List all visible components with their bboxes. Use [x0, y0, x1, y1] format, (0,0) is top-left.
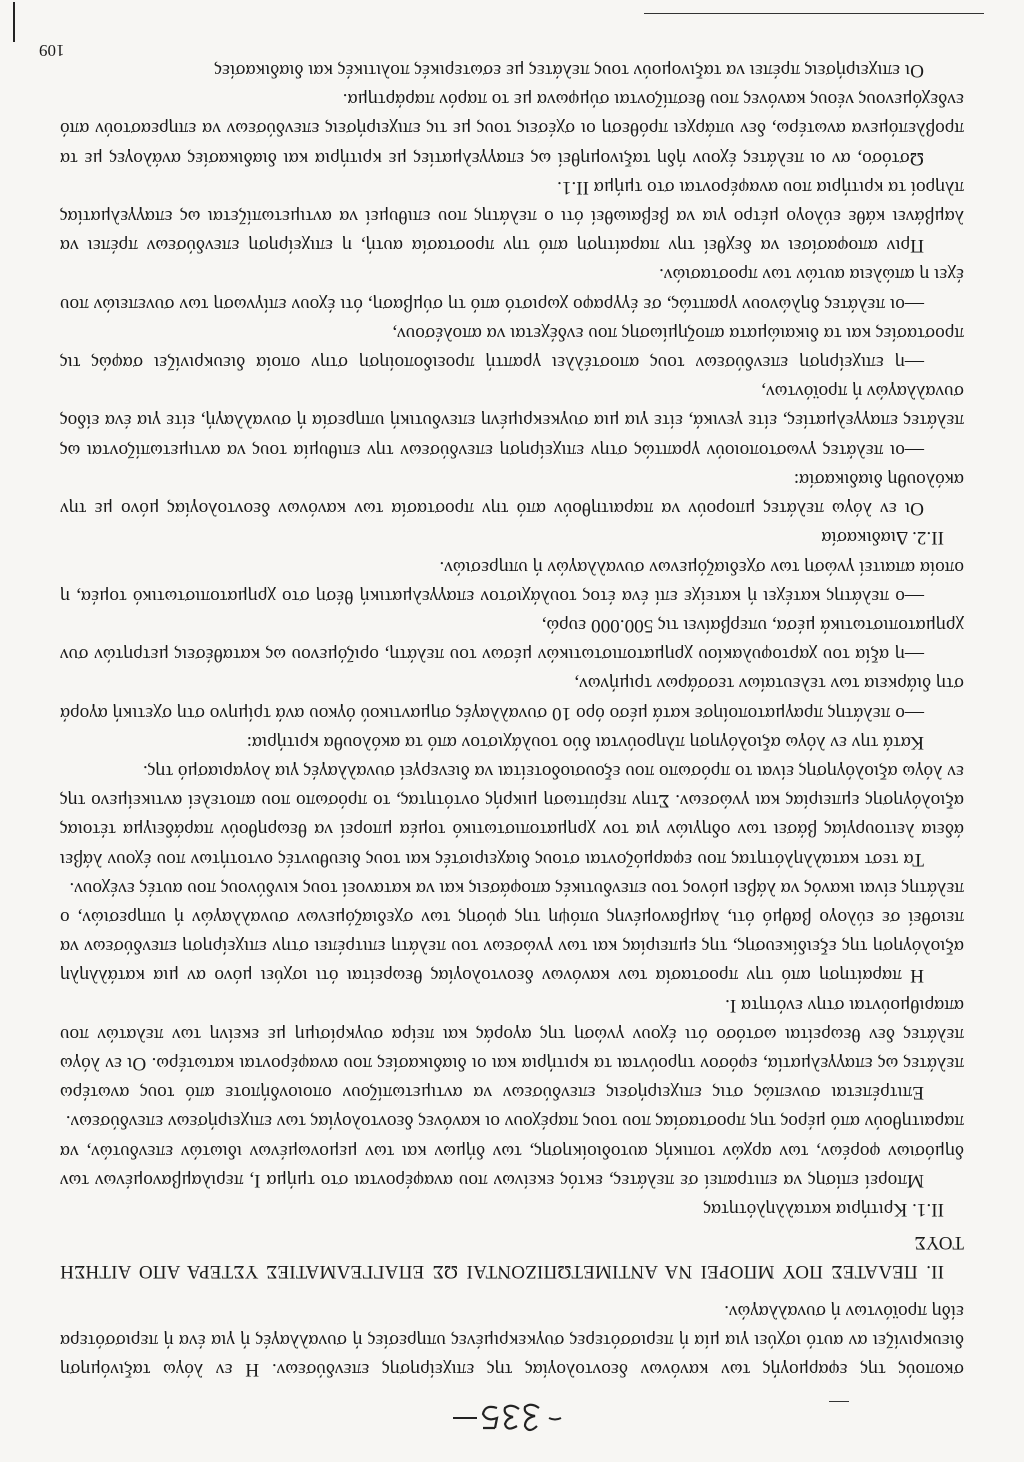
paragraph: Πριν αποφασίσει να δεχθεί την παραίτηση από την προστασία αυτή, η επιχείρηση επενδύσεων πρέπει να λαμβάνει κάθε εύλογο μέτρο για να βεβαιωθεί ότι ο πελάτης που επιθυμεί να αντιμετωπίζεται ως επαγγελματίας πληροί τα κριτήρια που αναφέρονται στο τμήμα ΙΙ.1. — [60, 176, 964, 257]
paragraph: Κατά την εν λόγω αξιολόγηση πληρούνται δύο τουλάχιστον από τα ακόλουθα κριτήρια: — [246, 731, 924, 753]
paragraph: Οι εν λόγω πελάτες μπορούν να παραιτηθούν από την προστασία των κανόνων δεοντολογίας μόνο με την ακόλουθη διαδικασία: — [60, 468, 964, 520]
scan-dash-line — [644, 13, 984, 14]
paragraph: Μπορεί επίσης να επιτραπεί σε πελάτες, εκτός εκείνων που αναφέρονται στο τμήμα Ι, περιλαμβανομένων των δημόσιων φορέων, των αρχών τοπικής αυτοδιοίκησης, των δήμων και των μεμονωμένων ιδιωτών επενδυτών, να παραιτηθούν από μέρος της προστασίας που τους παρέχουν οι κανόνες δεοντολογίας των επιχειρήσεων επενδύσεων. — [60, 1111, 964, 1191]
section-title: ΙΙ. ΠΕΛΑΤΕΣ ΠΟΥ ΜΠΟΡΕΙ ΝΑ ΑΝΤΙΜΕΤΩΠΙΖΟΝΤΑΙ ΩΣ ΕΠΑΓΓΕΛΜΑΤΙΕΣ ΥΣΤΕΡΑ ΑΠΟ ΑΙΤΗΣΗ ΤΟΥΣ — [60, 1232, 964, 1283]
paragraph: Τα τεστ καταλληλότητας που εφαρμόζονται στους διαχειριστές και τους διευθυντές οντοτήτων που έχουν λάβει άδεια λειτουργίας βάσει των οδηγιών για τον χρηματοπιστωτικό τομέα μπορεί να θεωρηθούν παράδειγμα τέτοιας αξιολόγησης εμπειρίας και γνώσεων. Στην περίπτωση μικρής οντότητας, το πρόσωπο που αποτελεί αντικείμενο της εν λόγω αξιολόγησης είναι το πρόσωπο που εξουσιοδοτείται να διενεργεί συναλλαγές για λογαριασμό της. — [60, 760, 964, 870]
procedure-item: —η επιχείρηση επενδύσεων τους αποστέλλει γραπτή προειδοποίηση στην οποία διευκρινίζει σαφώς τις προστασίες και τα δικαιώματα αποζημίωσης που ενδέχεται να απολέσουν, — [60, 322, 964, 374]
paragraph: Ωστόσο, αν οι πελάτες έχουν ήδη ταξινομηθεί ως επαγγελματίες με κριτήρια και διαδικασίες ανάλογες με τα προβλεπόμενα ανωτέρω, δεν υπάρχει πρόθεση οι σχέσεις τους με τις επιχειρήσεις επενδύσεων να επηρεαστούν από ενδεχόμενους νέους κανόνες που θεσπίζονται σύμφωνα με το παρόν παράρτημα. — [60, 89, 964, 169]
subsection-2-title: ΙΙ.2. Διαδικασία — [821, 527, 944, 549]
procedure-item: —οι πελάτες δηλώνουν γραπτώς, σε έγγραφο χωριστό από τη σύμβαση, ότι έχουν επίγνωση των συνεπειών που έχει η απώλεια αυτών των προστασιών. — [60, 264, 964, 315]
document-body — [60, 56, 964, 1384]
handwritten-number-drawing — [449, 1400, 569, 1440]
paragraph: Η παραίτηση από την προστασία των κανόνων δεοντολογίας θεωρείται ότι ισχύει μόνο αν μια κατάλληλη αξιολόγηση της εξειδίκευσης, της εμπειρίας και των γνώσεων του πελάτη επιτρέπει στην επιχείρηση επενδύσεων να πεισθεί σε εύλογο βαθμό ότι, λαμβανομένης υπόψη της φύσης των σχεδιαζόμενων συναλλαγών ή υπηρεσιών, ο πελάτης είναι ικανός να λάβει μόνος του επενδυτικές αποφάσεις και να κατανοεί τους κινδύνους που αυτές ενέχουν. — [60, 877, 964, 987]
subsection-1-title: ΙΙ.1. Κριτήρια καταλληλότητας — [703, 1198, 944, 1220]
scan-edge-mark — [13, 2, 15, 42]
criteria-item: —ο πελάτης κατέχει ή κατείχε επί ένα έτος τουλάχιστον επαγγελματική θέση στο χρηματοπιστωτικό τομέα, η οποία απαιτεί γνώση των σχεδιαζόμενων συναλλαγών ή υπηρεσιών. — [60, 556, 964, 607]
criteria-item: —ο πελάτης πραγματοποίησε κατά μέσο όρο 10 συναλλαγές σημαντικού όγκου ανά τρίμηνο στη σχετική αγορά στη διάρκεια των τελευταίων τεσσάρων τριμήνων, — [60, 673, 964, 724]
criteria-item: —η αξία του χαρτοφυλακίου χρηματοπιστωτικών μέσων του πελάτη, οριζόμενου ως καταθέσεις μετρητών συν χρηματοπιστωτικά μέσα, υπερβαίνει τις 500.000 ευρώ, — [60, 614, 964, 666]
paragraph: Επιτρέπεται συνεπώς στις επιχειρήσεις επενδύσεων να αντιμετωπίζουν οποιονδήποτε από τους ανωτέρω πελάτες ως επαγγελματία, εφόσον τηρούνται τα κριτήρια και οι διαδικασίες που αναφέρονται κατωτέρω. Οι εν λόγω πελάτες δεν θεωρείται ωστόσο ότι έχουν γνώση της αγοράς και πείρα συγκρίσιμη με εκείνη των πελατών που απαριθμούνται στην ενότητα Ι. — [60, 994, 964, 1104]
page-number: 109 — [39, 41, 65, 60]
intro-paragraph: σκοπούς της εφαρμογής των κανόνων δεοντολογίας της επιχείρησης επενδύσεων. Η εν λόγω ταξινόμηση διευκρινίζει αν αυτό ισχύει για μία ή περισσότερες συγκεκριμένες υπηρεσίες ή συναλλαγές ή για ένα ή περισσότερα είδη προϊόντων ή συναλλαγών. — [60, 1300, 964, 1380]
scan-dash-mark — [829, 1401, 849, 1402]
procedure-item: —οι πελάτες γνωστοποιούν γραπτώς στην επιχείρηση επενδύσεων την επιθυμία τους να αντιμετωπίζονται ως πελάτες επαγγελματίες, είτε γενικά, είτε για μια συγκεκριμένη επενδυτική υπηρεσία ή συναλλαγή, είτε για ένα είδος συναλλαγών ή προϊόντων, — [60, 381, 964, 461]
handwritten-page-number — [449, 1400, 569, 1440]
paragraph: Οι επιχειρήσεις πρέπει να ταξινομούν τους πελάτες με εσωτερικές πολιτικές και διαδικασίες — [214, 60, 924, 82]
